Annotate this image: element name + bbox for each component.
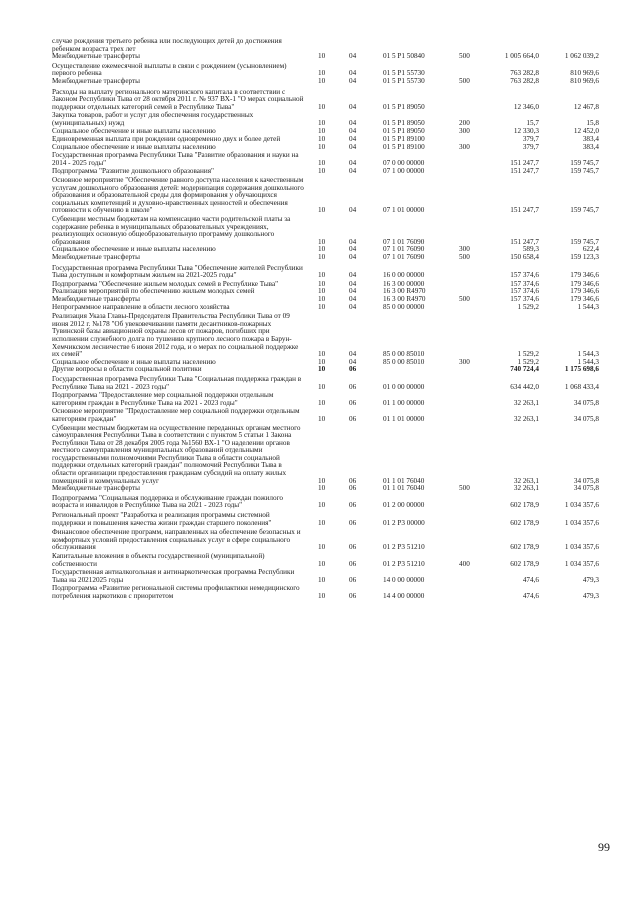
row-name: Капитальные вложения в объекты государственной (муниципальной) собственности	[52, 552, 265, 568]
row-target-code: 01 2 P3 51210	[383, 559, 425, 568]
row-target-code: 14 0 00 00000	[383, 575, 425, 584]
row-name: Закупка товаров, работ и услуг для обеспечения государственных (муниципальных) нужд	[52, 111, 254, 127]
table-row	[0, 495, 639, 510]
row-section: 10	[318, 398, 326, 407]
row-amount-year2: 1 062 039,2	[564, 52, 599, 61]
row-expense-type: 500	[459, 76, 470, 85]
row-subsection: 06	[349, 414, 357, 423]
table-row	[0, 254, 639, 262]
row-expense-type: 500	[459, 484, 470, 493]
row-subsection: 04	[349, 271, 357, 280]
row-name: Подпрограмма "Предоставление мер социальной поддержки отдельным категориям граждан в Республике Тыва на 2021 - 2023 годы"	[52, 391, 274, 407]
row-amount-year1: 32 263,1	[513, 414, 539, 423]
row-section: 10	[318, 206, 326, 215]
row-name: Подпрограмма «Развитие региональной системы профилактики немедицинского потребления наркотиков с приоритетом	[52, 584, 300, 600]
row-amount-year1: 1 529,2	[517, 350, 539, 359]
row-subsection: 06	[349, 501, 357, 510]
row-expense-type: 300	[459, 245, 470, 254]
row-amount-year1: 602 178,9	[510, 518, 539, 527]
row-target-code: 01 2 P3 00000	[383, 518, 425, 527]
row-subsection: 04	[349, 245, 357, 254]
row-subsection: 04	[349, 206, 357, 215]
row-amount-year2: 810 969,6	[570, 69, 599, 78]
row-section: 10	[318, 476, 326, 485]
row-amount-year2: 34 075,8	[573, 476, 599, 485]
row-amount-year1: 740 724,4	[510, 365, 539, 374]
table-row	[0, 216, 639, 246]
row-amount-year2: 479,3	[582, 575, 599, 584]
row-name: Реализация Указа Главы-Председателя Правительства Республики Тыва от 09 июня 2012 г. №178 "Об увековечивании памяти десантников-пожарных Тувинской базы авиационной охраны лесов от пожаров, погибших при исполнении служебного долга по тушению крупного лесного пожара в Барун-Хемчикском лесничестве 6 июня 2012 года, и о мерах по социальной поддержке их семей"	[52, 312, 299, 359]
row-amount-year2: 383,4	[582, 142, 599, 151]
row-subsection: 04	[349, 126, 357, 135]
table-row	[0, 78, 639, 86]
row-name: Социальное обеспечение и иные выплаты населению	[52, 142, 216, 151]
row-subsection: 04	[349, 287, 357, 296]
table-row	[0, 63, 639, 78]
row-section: 10	[318, 69, 326, 78]
row-target-code: 01 1 01 76040	[383, 476, 425, 485]
table-row	[0, 485, 639, 493]
row-target-code: 01 5 P1 89100	[383, 135, 425, 144]
row-subsection: 06	[349, 398, 357, 407]
row-section: 10	[318, 279, 326, 288]
table-row	[0, 265, 639, 280]
row-target-code: 14 4 00 00000	[383, 591, 425, 600]
row-amount-year2: 159 745,7	[570, 237, 599, 246]
row-name: Социальное обеспечение и иные выплаты населению	[52, 126, 216, 135]
row-section: 10	[318, 559, 326, 568]
row-section: 10	[318, 102, 326, 111]
row-amount-year1: 602 178,9	[510, 543, 539, 552]
row-amount-year1: 32 263,1	[513, 398, 539, 407]
row-name: случае рождения третьего ребенка или последующих детей до достижения ребенком возраста трех лет	[52, 37, 282, 53]
table-row	[0, 553, 639, 568]
row-target-code: 85 0 00 85010	[383, 357, 425, 366]
table-row	[0, 366, 639, 374]
row-subsection: 04	[349, 102, 357, 111]
row-name: Региональный проект "Разработка и реализация программы системной поддержки и повышения качества жизни граждан старшего поколения"	[52, 511, 272, 527]
table-row	[0, 144, 639, 152]
row-target-code: 07 0 00 00000	[383, 158, 425, 167]
row-target-code: 01 1 01 76040	[383, 484, 425, 493]
row-amount-year2: 1 034 357,6	[564, 518, 599, 527]
row-amount-year2: 34 075,8	[573, 414, 599, 423]
row-amount-year2: 1 175 698,6	[564, 365, 599, 374]
table-row	[0, 152, 639, 167]
row-amount-year2: 179 346,6	[570, 295, 599, 303]
table-row	[0, 168, 639, 176]
row-name: Реализация мероприятий по обеспечению жильем молодых семей	[52, 287, 255, 296]
row-amount-year1: 157 374,6	[510, 279, 539, 288]
row-section: 10	[318, 484, 326, 493]
table-row	[0, 529, 639, 552]
row-subsection: 04	[349, 158, 357, 167]
row-expense-type: 400	[459, 559, 470, 568]
row-amount-year2: 1 034 357,6	[564, 543, 599, 552]
row-expense-type: 300	[459, 142, 470, 151]
table-row	[0, 89, 639, 112]
row-section: 10	[318, 166, 326, 175]
table-row	[0, 128, 639, 136]
row-section: 10	[318, 357, 326, 366]
row-target-code: 01 1 00 00000	[383, 398, 425, 407]
row-target-code: 01 0 00 00000	[383, 382, 425, 391]
row-amount-year1: 32 263,1	[513, 484, 539, 493]
row-amount-year2: 1 544,3	[577, 302, 599, 311]
row-section: 10	[318, 543, 326, 552]
budget-table	[0, 38, 639, 601]
table-row	[0, 53, 639, 61]
row-target-code: 07 1 01 76090	[383, 245, 425, 254]
row-name: Основное мероприятие "Предоставление мер социальной поддержки отдельным категориям граждан"	[52, 407, 300, 423]
row-subsection: 04	[349, 52, 357, 61]
row-section: 10	[318, 271, 326, 280]
row-section: 10	[318, 414, 326, 423]
row-amount-year2: 1 544,3	[577, 357, 599, 366]
table-row	[0, 313, 639, 359]
row-amount-year1: 763 282,8	[510, 69, 539, 78]
row-amount-year2: 622,4	[582, 245, 599, 254]
row-amount-year1: 379,7	[522, 135, 539, 144]
row-subsection: 04	[349, 142, 357, 151]
row-expense-type: 200	[459, 118, 470, 127]
row-amount-year1: 32 263,1	[513, 476, 539, 485]
table-row	[0, 177, 639, 215]
row-amount-year1: 151 247,7	[510, 158, 539, 167]
row-amount-year1: 763 282,8	[510, 76, 539, 85]
row-section: 10	[318, 118, 326, 127]
row-subsection: 06	[349, 484, 357, 493]
row-target-code: 16 3 00 00000	[383, 279, 425, 288]
row-section: 10	[318, 365, 326, 374]
row-name: Непрограммное направление в области лесного хозяйства	[52, 302, 230, 311]
row-amount-year2: 12 452,0	[573, 126, 599, 135]
row-amount-year1: 151 247,7	[510, 206, 539, 215]
row-subsection: 04	[349, 279, 357, 288]
row-section: 10	[318, 52, 326, 61]
row-target-code: 85 0 00 00000	[383, 302, 425, 311]
row-amount-year2: 179 346,6	[570, 279, 599, 288]
row-subsection: 06	[349, 591, 357, 600]
table-row	[0, 569, 639, 584]
row-amount-year1: 12 346,0	[513, 102, 539, 111]
row-section: 10	[318, 245, 326, 254]
row-section: 10	[318, 295, 326, 303]
row-name: Межбюджетные трансферты	[52, 76, 140, 85]
row-amount-year2: 1 068 433,4	[564, 382, 599, 391]
row-amount-year1: 151 247,7	[510, 237, 539, 246]
row-amount-year1: 157 374,6	[510, 271, 539, 280]
table-row	[0, 38, 639, 53]
row-target-code: 07 1 01 76090	[383, 253, 425, 262]
row-section: 10	[318, 591, 326, 600]
row-subsection: 04	[349, 166, 357, 175]
row-target-code: 16 3 00 R4970	[383, 295, 426, 303]
row-amount-year2: 159 123,3	[570, 253, 599, 262]
row-section: 10	[318, 575, 326, 584]
row-target-code: 01 5 P1 89100	[383, 142, 425, 151]
row-target-code: 01 2 P3 51210	[383, 543, 425, 552]
row-amount-year2: 34 075,8	[573, 398, 599, 407]
row-amount-year1: 474,6	[522, 591, 539, 600]
row-expense-type: 300	[459, 357, 470, 366]
row-target-code: 01 5 P1 89050	[383, 126, 425, 135]
row-section: 10	[318, 518, 326, 527]
row-subsection: 04	[349, 69, 357, 78]
row-name: Подпрограмма "Социальная поддержка и обслуживание граждан пожилого возраста и инвалидов в Республике Тыва на 2021 - 2023 годы"	[52, 493, 283, 510]
row-name: Государственная программа Республики Тыва "Социальная поддержка граждан в Республике Тыва на 2021 - 2023 годы"	[52, 374, 302, 391]
row-amount-year2: 159 745,7	[570, 206, 599, 215]
row-subsection: 06	[349, 518, 357, 527]
row-subsection: 04	[349, 295, 357, 303]
row-subsection: 06	[349, 365, 357, 374]
row-name: Межбюджетные трансферты	[52, 295, 140, 303]
row-target-code: 01 5 P1 89050	[383, 118, 425, 127]
row-section: 10	[318, 302, 326, 311]
row-name: Межбюджетные трансферты	[52, 52, 140, 61]
row-subsection: 04	[349, 350, 357, 359]
row-amount-year1: 379,7	[522, 142, 539, 151]
row-name: Социальное обеспечение и иные выплаты населению	[52, 357, 216, 366]
row-amount-year1: 602 178,9	[510, 501, 539, 510]
row-amount-year2: 1 034 357,6	[564, 559, 599, 568]
row-section: 10	[318, 76, 326, 85]
row-section: 10	[318, 126, 326, 135]
row-amount-year1: 157 374,6	[510, 295, 539, 303]
row-amount-year2: 1 544,3	[577, 350, 599, 359]
table-row	[0, 408, 639, 423]
row-subsection: 04	[349, 302, 357, 311]
row-name: Расходы на выплату регионального материнского капитала в соответствии с Законом Республики Тыва от 28 октября 2011 г. № 937 ВХ-1 "О мерах социальной поддержки отдельных категорий семей в Республике Тыва"	[52, 87, 304, 111]
row-amount-year1: 150 658,4	[510, 253, 539, 262]
row-subsection: 06	[349, 382, 357, 391]
row-name: Осуществление ежемесячной выплаты в связи с рождением (усыновлением) первого ребенка	[52, 61, 287, 78]
row-name: Государственная программа Республики Тыва "Обеспечение жителей Республики Тыва доступным и комфортным жильем на 2021-2025 годы"	[52, 263, 303, 280]
row-name: Единовременная выплата при рождении одновременно двух и более детей	[52, 135, 281, 144]
row-amount-year1: 634 442,0	[510, 382, 539, 391]
row-amount-year1: 589,3	[522, 245, 539, 254]
row-target-code: 01 5 P1 50840	[383, 52, 425, 61]
row-section: 10	[318, 350, 326, 359]
row-amount-year1: 1 529,2	[517, 302, 539, 311]
row-subsection: 04	[349, 118, 357, 127]
row-amount-year2: 15,8	[586, 118, 599, 127]
table-row	[0, 304, 639, 312]
row-name: Субвенции местным бюджетам на осуществление переданных органам местного самоуправления Республики Тыва в соответствии с пунктом 5 статьи 1 Закона Республики Тыва от 28 декабря 2005 года №1560 ВХ-1 "О наделении органов местного самоуправления муниципальных образований отдельными государственными полномочиями Республики Тыва в области социальной поддержки отдельных категорий граждан" полномочий Республики Тыва в области организации предоставления гражданам субсидий на оплату жилых помещений и коммунальных услуг	[52, 423, 301, 485]
row-amount-year2: 383,4	[582, 135, 599, 144]
row-subsection: 04	[349, 76, 357, 85]
row-section: 10	[318, 237, 326, 246]
row-name: Государственная антиалкогольная и антинаркотическая программа Республики Тыва на 20212025 годы	[52, 568, 295, 584]
row-subsection: 06	[349, 476, 357, 485]
row-expense-type: 500	[459, 52, 470, 61]
row-target-code: 07 1 00 00000	[383, 166, 425, 175]
row-name: Финансовое обеспечение программ, направленных на обеспечение безопасных и комфортных условий предоставления социальных услуг в сфере социального обслуживания	[52, 528, 301, 552]
table-row	[0, 392, 639, 407]
row-target-code: 01 5 P1 89050	[383, 102, 425, 111]
row-target-code: 07 1 01 76090	[383, 237, 425, 246]
row-target-code: 16 0 00 00000	[383, 271, 425, 280]
table-row	[0, 425, 639, 486]
row-expense-type: 500	[459, 295, 470, 303]
row-section: 10	[318, 135, 326, 144]
row-section: 10	[318, 382, 326, 391]
row-target-code: 01 5 P1 55730	[383, 69, 425, 78]
row-target-code: 01 1 01 00000	[383, 414, 425, 423]
row-name: Подпрограмма "Развитие дошкольного образования"	[52, 166, 214, 175]
row-amount-year2: 34 075,8	[573, 484, 599, 493]
row-amount-year1: 474,6	[522, 575, 539, 584]
row-target-code: 07 1 01 00000	[383, 206, 425, 215]
row-amount-year2: 179 346,6	[570, 271, 599, 280]
row-name: Межбюджетные трансферты	[52, 253, 140, 262]
row-name: Основное мероприятие "Обеспечение равного доступа населения к качественным услугам дошкольного образования детей: модернизация содержания дошкольного образования и образовательной среды для формирования у обучающихся социальных компетенций и духовно-нравственных ценностей и обеспечения готовности к обучению в школе"	[52, 176, 304, 215]
row-section: 10	[318, 142, 326, 151]
row-expense-type: 300	[459, 126, 470, 135]
row-amount-year2: 1 034 357,6	[564, 501, 599, 510]
row-target-code: 01 2 00 00000	[383, 501, 425, 510]
row-amount-year1: 15,7	[526, 118, 539, 127]
row-amount-year2: 179 346,6	[570, 287, 599, 296]
row-amount-year2: 12 467,8	[573, 102, 599, 111]
row-amount-year2: 159 745,7	[570, 166, 599, 175]
row-section: 10	[318, 501, 326, 510]
row-amount-year1: 157 374,6	[510, 287, 539, 296]
row-subsection: 06	[349, 543, 357, 552]
row-amount-year2: 810 969,6	[570, 76, 599, 85]
table-row	[0, 112, 639, 127]
row-target-code: 16 3 00 R4970	[383, 287, 426, 296]
row-amount-year1: 602 178,9	[510, 559, 539, 568]
row-section: 10	[318, 158, 326, 167]
row-name: Социальное обеспечение и иные выплаты населению	[52, 245, 216, 254]
row-name: Межбюджетные трансферты	[52, 484, 140, 493]
row-amount-year2: 159 745,7	[570, 158, 599, 167]
row-subsection: 04	[349, 237, 357, 246]
table-row	[0, 512, 639, 527]
row-amount-year1: 151 247,7	[510, 166, 539, 175]
row-subsection: 04	[349, 253, 357, 262]
row-name: Субвенции местным бюджетам на компенсацию части родительской платы за содержание ребенка в муниципальных образовательных учреждениях, реализующих основную общеобразовательную программу дошкольного образования	[52, 215, 291, 246]
row-subsection: 06	[349, 575, 357, 584]
page-number: 99	[598, 840, 610, 854]
row-section: 10	[318, 287, 326, 296]
row-name: Другие вопросы в области социальной политики	[52, 365, 202, 374]
row-subsection: 04	[349, 357, 357, 366]
row-amount-year1: 1 529,2	[517, 357, 539, 366]
row-name: Государственная программа Республики Тыва "Развитие образования и науки на 2014 - 2025 годы"	[52, 151, 299, 167]
row-amount-year1: 12 330,3	[513, 126, 539, 135]
row-subsection: 06	[349, 559, 357, 568]
row-subsection: 04	[349, 135, 357, 144]
row-amount-year1: 1 005 664,0	[504, 52, 539, 61]
row-target-code: 85 0 00 85010	[383, 350, 425, 359]
row-section: 10	[318, 253, 326, 262]
row-target-code: 01 5 P1 55730	[383, 76, 425, 85]
row-amount-year2: 479,3	[582, 591, 599, 600]
row-expense-type: 500	[459, 253, 470, 262]
row-name: Подпрограмма "Обеспечение жильем молодых семей в Республике Тыва"	[52, 279, 279, 288]
table-row	[0, 585, 639, 600]
table-row	[0, 376, 639, 391]
